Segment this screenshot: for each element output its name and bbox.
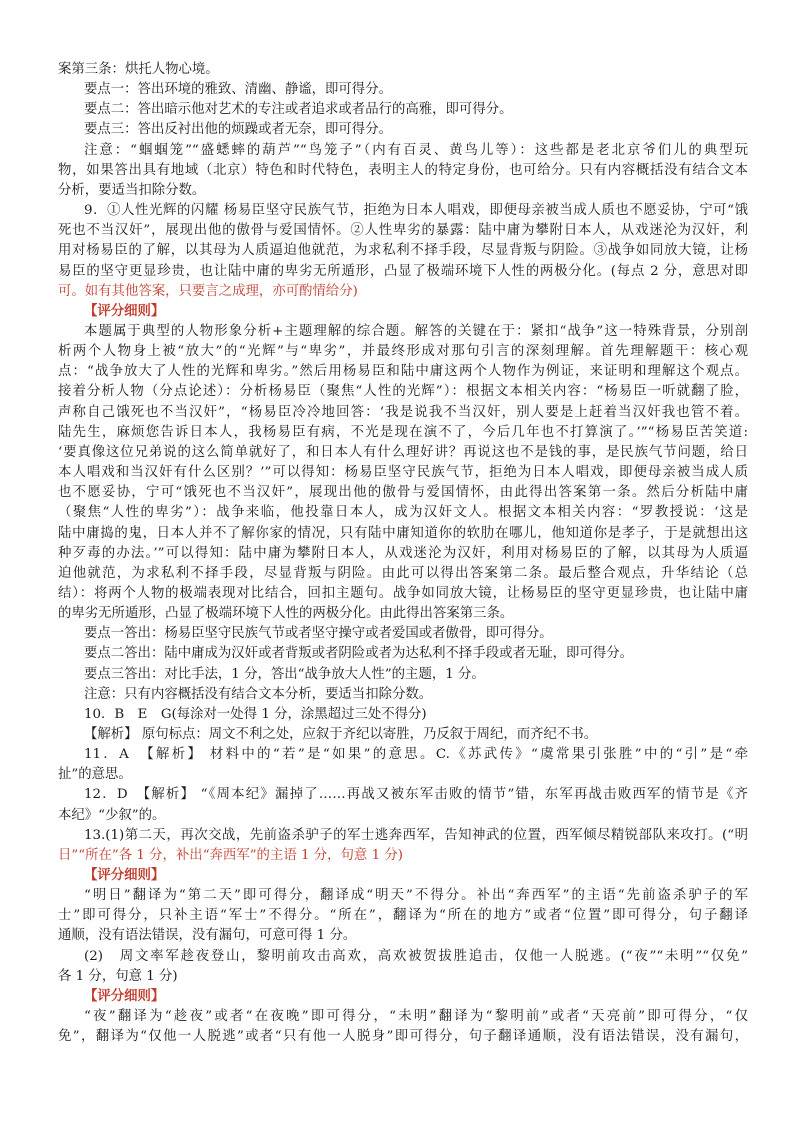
text-line: 各 1 分，句意 1 分) [58,968,178,984]
text-line: 本题属于典型的人物形象分析+主题理解的综合题。解答的关键在于：紧扣“战争”这一特殊背景，分别剖 [84,323,748,339]
text-line: 要点二：答出暗示他对艺术的专注或者追求或者品行的高雅，即可得分。 [84,102,513,118]
text-line: 易臣的坚守更显珍贵，也让陆中庸的卑劣无所遁形，凸显了极端环境下人性的两极分化。(每点 2 分，意思对即 [58,263,748,279]
text-line: 12．D 【解析】 “《周本纪》漏掉了……再战又被东军击败的情节”错，东军再战击败西军的情节是《齐 [84,787,748,803]
text-line: 要点二答出：陆中庸成为汉奸或者背叛或者阴险或者为达私利不择手段或者无耻，即可得分。 [84,646,634,662]
text-line: 析两个人物身上被“放大”的“光辉”与“卑劣”，并最终形成对那句引言的深刻理解。首先理解题干：核心观 [58,344,748,360]
text-line: 注意：只有内容概括没有结合文本分析，要适当扣除分数。 [84,686,433,702]
text-line: 本人唱戏和当汉奸有什么区别？’”可以得知：杨易臣坚守民族气节，拒绝为日本人唱戏，即便母亲被当成人质 [58,465,748,480]
text-line: 陆中庸捣的鬼，日本人并不了解你家的情况，只有陆中庸知道你的软肋在哪儿，他知道你是孝子，于是就想出这 [58,525,748,541]
text-line: ‘要真像这位兄弟说的这么简单就好了，和日本人有什么理好讲？再说这也不是钱的事，是民族气节问题，给日 [58,444,748,460]
text-line: 免”，翻译为“仅他一人脱逃”或者“只有他一人脱身”即可得分，句子翻译通顺，没有语法错误，没有漏句， [58,1029,748,1045]
text-line: 也不愿妥协，宁可“饿死也不当汉奸”，展现出他的傲骨与爱国情怀，由此得出答案第一条。然后分析陆中庸 [58,485,748,501]
text-line: 的卑劣无所遁形，凸显了极端环境下人性的两极分化。由此得出答案第三条。 [58,606,514,621]
text-line: 11．A 【解析】 材料中的“若”是“如果”的意思。C.《苏武传》“虞常果引张胜”中的“引”是“牵 [84,747,748,763]
text-line: 用对杨易臣的了解，以其母为人质逼迫他就范，为求私利不择手段，尽显背叛与阴险。③战争如同放大镜，让杨 [58,243,748,259]
section-heading: 【评分细则】 [84,303,165,319]
text-line: 【解析】 原句标点：周文不利之处，应叙于齐纪以寄胜，乃反叙于周纪，而齐纪不书。 [84,726,598,742]
text-line: 可。如有其他答案，只要言之成理，亦可酌情给分) [58,283,358,299]
text-line: 要点三答出：对比手法，1 分，答出“战争放大人性”的主题，1 分。 [84,666,485,682]
text-line: 迫他就范，为求私利不择手段，尽显背叛与阴险。由此可以得出答案第二条。最后整合观点，升华结论（总 [58,565,748,581]
text-line: 要点三：答出反衬出他的烦躁或者无奈，即可得分。 [84,122,392,138]
text-line: 要点一答出：杨易臣坚守民族气节或者坚守操守或者爱国或者傲骨，即可得分。 [84,626,553,642]
text-line: 9．①人性光辉的闪耀 杨易臣坚守民族气节，拒绝为日本人唱戏，即便母亲被当成人质也不愿妥协，宁可“饿 [84,203,748,218]
text-line: 死也不当汉奸”，展现出他的傲骨与爱国情怀。②人性卑劣的暴露：陆中庸为攀附日本人，从戏迷沦为汉奸，利 [58,223,748,239]
text-line: （聚焦“人性的卑劣”）：战争来临，他投靠日本人，成为汉奸文人。根据文本相关内容：“罗教授说：‘这是 [58,505,748,521]
text-line: 案第三条：烘托人物心境。 [58,62,219,77]
text-line: 10．B E G(每涂对一处得 1 分，涂黑超过三处不得分) [84,706,427,722]
text-line: 扯”的意思。 [58,767,132,783]
text-line: 士”即可得分，只补主语“军士”不得分。“所在”，翻译为“所在的地方”或者“位置”即可得分，句子翻译 [58,908,748,924]
section-heading: 【评分细则】 [84,988,165,1004]
text-line: 通顺，没有语法错误，没有漏句，可意可得 1 分。 [58,928,357,944]
text-line: 结）：将两个人物的极端表现对比结合，回扣主题句。战争如同放大镜，让杨易臣的坚守更显珍贵，也让陆中庸 [58,585,748,601]
text-line: 13.(1)第二天，再次交战，先前盗杀驴子的军士逃奔西军，告知神武的位置，西军倾尽精锐部队来攻打。(“明 [84,827,748,843]
text-line: “夜”翻译为“趁夜”或者“在夜晚”即可得分，“未明”翻译为“黎明前”或者“天亮前”即可得分，“仅 [84,1009,748,1024]
text-line: 接着分析人物（分点论述）：分析杨易臣（聚焦“人性的光辉”）：根据文本相关内容：“杨易臣一听就翻了脸， [58,384,748,400]
text-line: 点：“战争放大了人性的光辉和卑劣。”然后用杨易臣和陆中庸这两个人物作为例证，来证明和理解这个观点。 [58,364,748,380]
section-heading: 【评分细则】 [84,868,165,883]
text-line: 日”“所在”各 1 分，补出“奔西军”的主语 1 分，句意 1 分) [58,847,403,863]
text-line: 种歹毒的办法。’”可以得知：陆中庸为攀附日本人，从戏迷沦为汉奸，利用对杨易臣的了解，以其母为人质逼 [58,545,748,561]
text-line: 注意：“蝈蝈笼”“盛蟋蟀的葫芦”“鸟笼子”（内有百灵、黄鸟儿等）：这些都是老北京爷们儿的典型玩 [84,142,748,158]
text-line: “明日”翻译为“第二天”即可得分，翻译成“明天”不得分。补出“奔西军”的主语“先前盗杀驴子的军 [84,888,748,904]
text-line: 陆先生，麻烦您告诉日本人，我杨易臣有病，不光是现在演不了，今后几年也不打算演了。’”“杨易臣苦笑道: [58,424,748,440]
text-line: 本纪》“少叙”的。 [58,807,166,823]
text-line: 要点一：答出环境的雅致、清幽、静谧，即可得分。 [84,82,392,98]
text-line: 物，如果答出具有地域（北京）特色和时代特色，表明主人的特定身份，也可给分。只有内容概括没有结合文本 [58,162,748,178]
text-line: 声称自己饿死也不当汉奸”，“杨易臣冷冷地回答：‘我是说我不当汉奸，别人要是上赶着当汉奸我也管不着。 [58,404,748,420]
text-line: 分析，要适当扣除分数。 [58,182,206,198]
text-line: (2) 周文率军趁夜登山，黎明前攻击高欢，高欢被贺拔胜追击，仅他一人脱逃。(“夜”“未明”“仅免” [84,948,748,964]
